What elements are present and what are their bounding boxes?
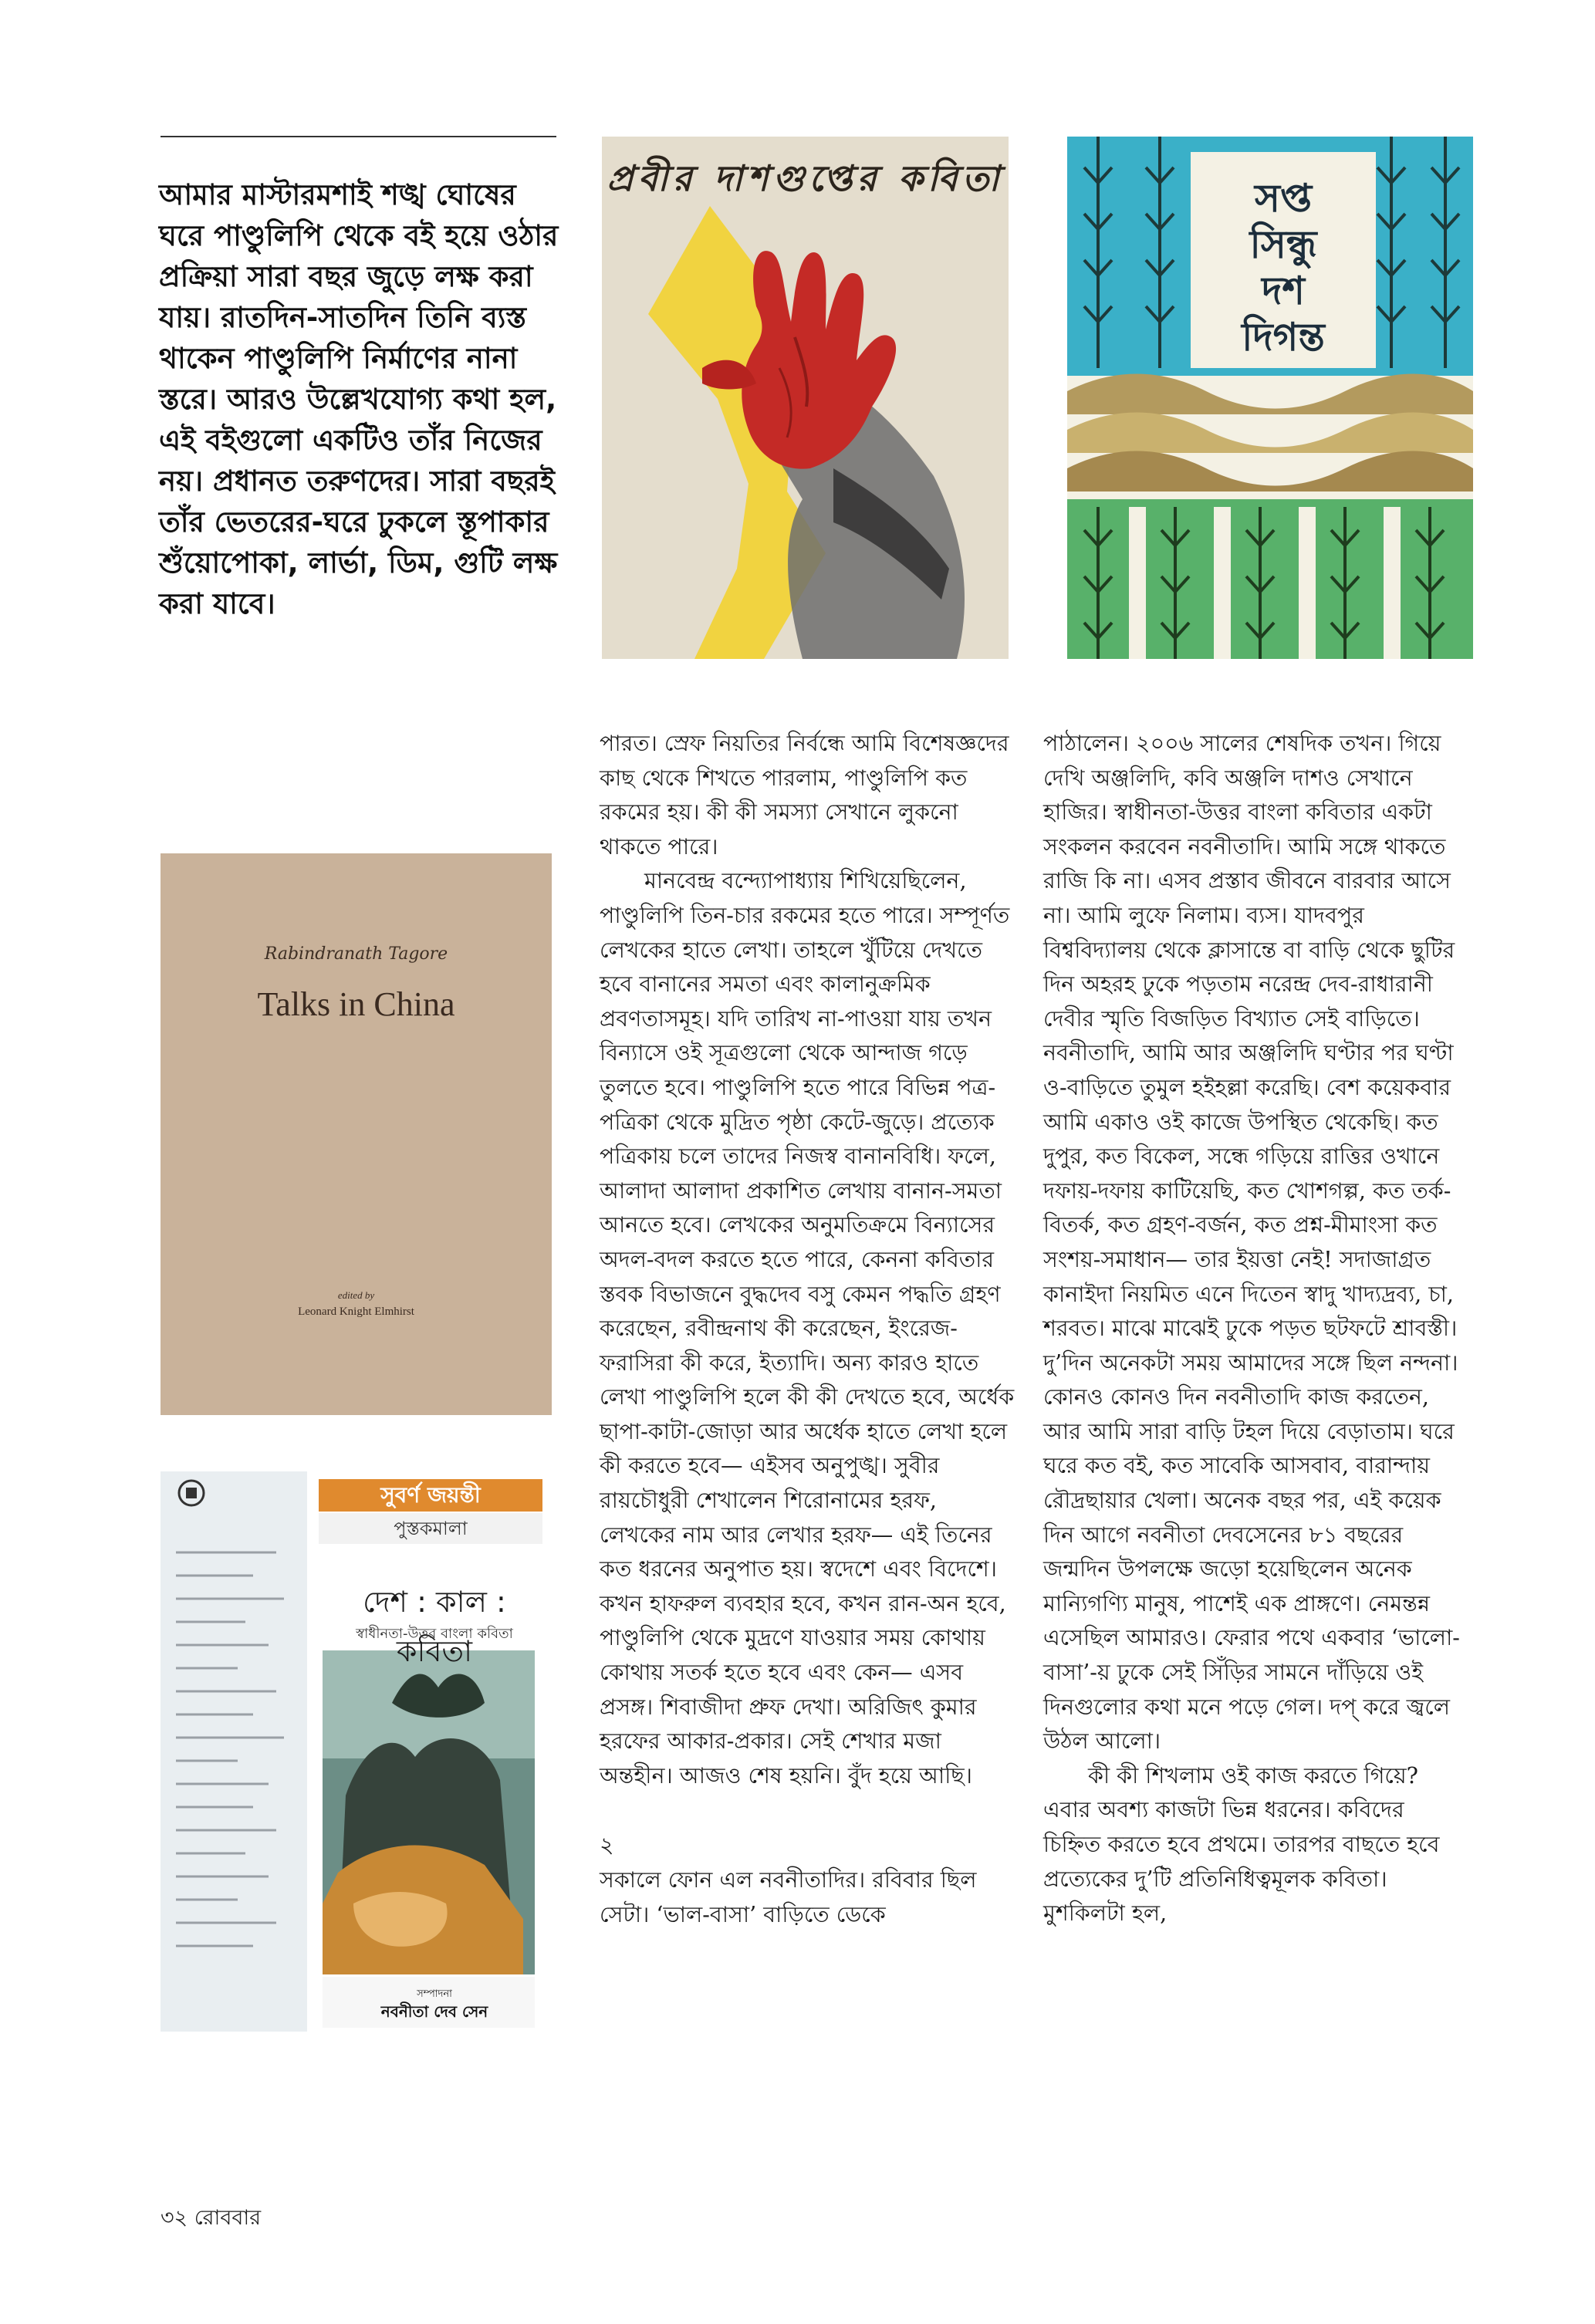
paragraph: পারত। স্রেফ নিয়তির নির্বন্ধে আমি বিশেষজ্ঞদের কাছ থেকে শিখতে পারলাম, পাণ্ডুলিপি কত রকমের হয়। কী কী সমস্যা সেখানে লুকনো থাকতে পারে।	[600, 731, 1009, 860]
paragraph: মানবেন্দ্র বন্দ্যোপাধ্যায় শিখিয়েছিলেন, পাণ্ডুলিপি তিন-চার রকমের হতে পারে। সম্পূর্ণত লেখকের হাতে লেখা। তাহলে খুঁটিয়ে দেখতে হবে বানানের সমতা এবং কালানুক্রমিক প্রবণতাসমূহ। যদি তারিখ না-পাওয়া যায় তখন বিন্যাসে ওই সূত্রগুলো থেকে আন্দাজ গড়ে তুলতে হবে। পাণ্ডুলিপি হতে পারে বিভিন্ন পত্র-পত্রিকা থেকে মুদ্রিত পৃষ্ঠা কেটে-জুড়ে। প্রত্যেক পত্রিকায় চলে তাদের নিজস্ব বানানবিধি। ফলে, আলাদা আলাদা প্রকাশিত লেখায় বানান-সমতা আনতে হবে। লেখকের অনুমতিক্রমে বিন্যাসের অদল-বদল করতে হতে পারে, কেননা কবিতার স্তবক বিভাজনে বুদ্ধদেব বসু কেমন পদ্ধতি গ্রহণ করেছেন, রবীন্দ্রনাথ কী করেছেন, ইংরেজ-ফরাসিরা কী করে, ইত্যাদি। অন্য কারও হাতে লেখা পাণ্ডুলিপি হলে কী কী দেখতে হবে, অর্ধেক ছাপা-কাটা-জোড়া আর অর্ধেক হাতে লেখা হলে কী করতে হবে— এইসব অনুপুঙ্খ। সুবীর রায়চৌধুরী শেখালেন শিরোনামের হরফ, লেখকের নাম আর লেখার হরফ— এই তিনের কত ধরনের অনুপাত হয়। স্বদেশে এবং বিদেশে। কখন হাফরুল ব্যবহার হবে, কখন রান-অন হবে, পাণ্ডুলিপি থেকে মুদ্রণে যাওয়ার সময় কোথায় কোথায় সতর্ক হতে হবে এবং কেন— এসব প্রসঙ্গ। শিবাজীদা প্রুফ দেখা। অরিজিৎ কুমার হরফের আকার-প্রকার। সেই শেখার মজা অন্তহীন। আজও শেষ হয়নি। বুঁদ হয়ে আছি।	[600, 868, 1015, 1789]
paragraph: কী কী শিখলাম ওই কাজ করতে গিয়ে? এবার অবশ্য কাজটা ভিন্ন ধরনের। কবিদের চিহ্নিত করতে হবে প্রথমে। তারপর বাছতে হবে প্রত্যেকের দু’টি প্রতিনিধিত্বমূলক কবিতা। মুশকিলটা হল,	[1043, 1762, 1440, 1927]
series-subtitle: পুস্তকমালা	[319, 1513, 542, 1544]
series-band: সুবর্ণ জয়ন্তী	[319, 1479, 542, 1512]
book-cover-sapta-sindhu	[1067, 137, 1473, 659]
title-line: দশ	[1262, 269, 1305, 313]
author-signature: Rabindranath Tagore	[264, 944, 448, 964]
pull-quote: আমার মাস্টারমশাই শঙ্খ ঘোষের ঘরে পাণ্ডুলিপি থেকে বই হয়ে ওঠার প্রক্রিয়া সারা বছর জুড়ে লক্ষ করা যায়। রাতদিন-সাতদিন তিনি ব্যস্ত থাকেন পাণ্ডুলিপি নির্মাণের নানা স্তরে। আরও উল্লেখযোগ্য কথা হল, এই বইগুলো একটিও তাঁর নিজের নয়। প্রধানত তরুণদের। সারা বছরই তাঁর ভেতরের-ঘরে ঢুকলে স্তূপাকার শুঁয়োপোকা, লার্ভা, ডিম, গুটি লক্ষ করা যাবে।	[159, 178, 559, 620]
cover-artwork	[161, 1471, 552, 2032]
text-column-2	[600, 727, 1016, 1932]
book-cover-pravir-dasgupta	[602, 137, 1009, 659]
cover-title: Talks in China	[257, 985, 455, 1023]
paragraph: সকালে ফোন এল নবনীতাদির। রবিবার ছিল সেটা। ‘ভাল-বাসা’ বাড়িতে ডেকে	[600, 1867, 977, 1927]
section-number: ২	[600, 1833, 614, 1859]
title-line: সিন্ধু	[1249, 222, 1317, 267]
title-line: সপ্ত	[1254, 176, 1313, 221]
editor-name: নবনীতা দেব সেন	[380, 2002, 488, 2021]
page-folio: ৩২ রোববার	[161, 2206, 262, 2230]
handprint-illustration	[602, 137, 1009, 659]
book-cover-desh-kal-kabita	[161, 1471, 552, 2032]
editor-label: সম্পাদনা	[417, 1988, 452, 2000]
cover-title	[1198, 175, 1368, 360]
title-line: দিগন্ত	[1242, 315, 1325, 360]
editor-name: Leonard Knight Elmhirst	[298, 1306, 414, 1318]
text-column-3	[1043, 727, 1460, 1931]
cover-title: প্রবীর দাশগুপ্তের কবিতা	[607, 157, 1004, 199]
cover-subtitle: স্বাধীনতা-উত্তর বাংলা কবিতা	[356, 1626, 513, 1642]
cover-title: দেশ : কাল : কবিতা	[363, 1585, 506, 1668]
book-cover-talks-in-china	[161, 853, 552, 1415]
edited-by-label: edited by	[337, 1289, 375, 1301]
paragraph: পাঠালেন। ২০০৬ সালের শেষদিক তখন। গিয়ে দেখি অঞ্জলিদি, কবি অঞ্জলি দাশও সেখানে হাজির। স্বাধীনতা-উত্তর বাংলা কবিতার একটা সংকলন করবেন নবনীতাদি। আমি সঙ্গে থাকতে রাজি কি না। এসব প্রস্তাব জীবনে বারবার আসে না। আমি লুফে নিলাম। ব্যস। যাদবপুর বিশ্ববিদ্যালয় থেকে ক্লাসান্তে বা বাড়ি থেকে ছুটির দিন অহরহ ঢুকে পড়তাম নরেন্দ্র দেব-রাধারানী দেবীর স্মৃতি বিজড়িত বিখ্যাত সেই বাড়িতে। নবনীতাদি, আমি আর অঞ্জলিদি ঘণ্টার পর ঘণ্টা ও-বাড়িতে তুমুল হইহল্লা করেছি। বেশ কয়েকবার আমি একাও ওই কাজে উপস্থিত থেকেছি। কত দুপুর, কত বিকেল, সন্ধে গড়িয়ে রাত্তির ওখানে দফায়-দফায় কাটিয়েছি, কত খোশগল্প, কত তর্ক-বিতর্ক, কত গ্রহণ-বর্জন, কত প্রশ্ন-মীমাংসা কত সংশয়-সমাধান— তার ইয়ত্তা নেই! সদাজাগ্রত কানাইদা নিয়মিত এনে দিতেন স্বাদু খাদ্যদ্রব্য, চা, শরবত। মাঝে মাঝেই ঢুকে পড়ত ছটফটে শ্রাবস্তী। দু’দিন অনেকটা সময় আমাদের সঙ্গে ছিল নন্দনা। কোনও কোনও দিন নবনীতাদি কাজ করতেন, আর আমি সারা বাড়ি টহল দিয়ে বেড়াতাম। ঘরে ঘরে কত বই, কত সাবেকি আসবাব, বারান্দায় রৌদ্রছায়ার খেলা। অনেক বছর পর, এই কয়েক দিন আগে নবনীতা দেবসেনের ৮১ বছরের জন্মদিন উপলক্ষে জড়ো হয়েছিলেন অনেক মান্যিগণ্যি মানুষ, পাশেই এক প্রাঙ্গণে। নেমন্তন্ন এসেছিল আমারও। ফেরার পথে একবার ‘ভালো-বাসা’-য় ঢুকে সেই সিঁড়ির সামনে দাঁড়িয়ে ওই দিনগুলোর কথা মনে পড়ে গেল। দপ্ করে জ্বলে উঠল আলো।	[1043, 731, 1460, 1755]
top-rule	[161, 136, 556, 137]
